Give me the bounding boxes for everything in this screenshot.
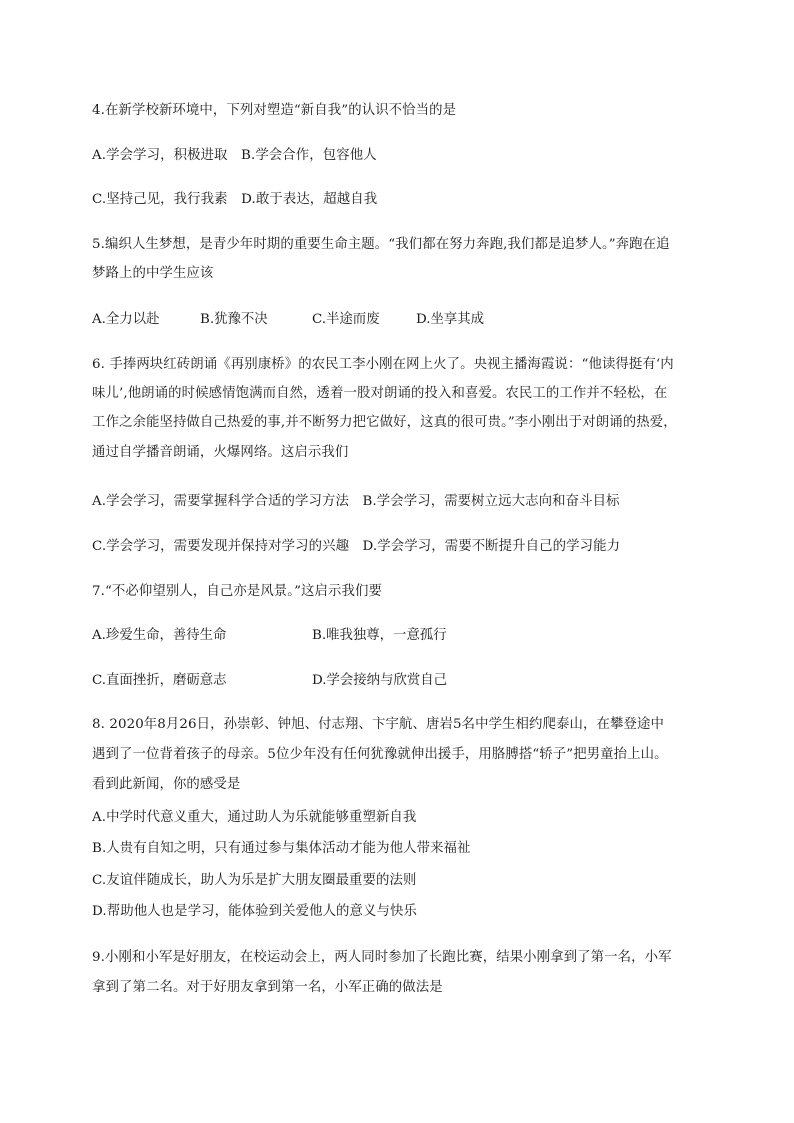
q8-stem-line1: 8. 2020年8月26日，孙崇彰、钟旭、付志翔、卞宇航、唐岩5名中学生相约爬泰山，在攀登途中	[92, 717, 664, 732]
q8-option-a: A.中学时代意义重大，通过助人为乐就能够重塑新自我	[92, 810, 417, 825]
q5-option-c: C.半途而废	[312, 312, 380, 327]
q8-stem-line2: 遇到了一位背着孩子的母亲。5位少年没有任何犹豫就伸出援手，用胳膊搭“轿子”把男童抬上山。	[92, 747, 668, 762]
q6-stem-line4: 通过自学播音朗诵，火爆网络。这启示我们	[92, 445, 349, 460]
q4-options-ab: A.学会学习，积极进取 B.学会合作，包容他人	[92, 148, 377, 163]
q5-option-a: A.全力以赴	[92, 312, 160, 327]
q9-stem-line2: 拿到了第二名。对于好朋友拿到第一名，小军正确的做法是	[92, 980, 443, 995]
q7-option-d: D.学会接纳与欣赏自己	[312, 673, 448, 688]
q6-options-ab: A.学会学习，需要掌握科学合适的学习方法 B.学会学习，需要树立远大志向和奋斗目标	[92, 494, 620, 509]
q5-option-d: D.坐享其成	[416, 312, 485, 327]
q5-option-b: B.犹豫不决	[200, 312, 268, 327]
q7-option-c: C.直面挫折，磨砺意志	[92, 673, 227, 688]
q9-stem-line1: 9.小刚和小军是好朋友，在校运动会上，两人同时参加了长跑比赛，结果小刚拿到了第一名，小军	[92, 950, 672, 965]
q8-option-b: B.人贵有自知之明，只有通过参与集体活动才能为他人带来福祉	[92, 841, 471, 856]
q7-option-b: B.唯我独尊，一意孤行	[312, 628, 447, 643]
q8-stem-line3: 看到此新闻，你的感受是	[92, 777, 241, 792]
q5-options	[92, 310, 732, 330]
q7-option-a: A.珍爱生命，善待生命	[92, 628, 227, 643]
q6-options-cd: C.学会学习，需要发现并保持对学习的兴趣 D.学会学习，需要不断提升自己的学习能力	[92, 539, 621, 554]
q5-stem-line1: 5.编织人生梦想，是青少年时期的重要生命主题。“我们都在努力奔跑,我们都是追梦人。”奔跑在追	[92, 237, 670, 252]
q7-options-ab	[92, 626, 732, 646]
q5-stem-line2: 梦路上的中学生应该	[92, 266, 214, 281]
q6-stem-line1: 6. 手捧两块红砖朗诵《再别康桥》的农民工李小刚在网上火了。央视主播海霞说：“他读得挺有‘内	[92, 357, 674, 372]
q7-stem: 7.“不必仰望别人，自己亦是风景。”这启示我们要	[92, 584, 382, 599]
q8-option-c: C.友谊伴随成长，助人为乐是扩大朋友圈最重要的法则	[92, 873, 417, 888]
q6-stem-line3: 工作之余能坚持做自己热爱的事,并不断努力把它做好，这真的很可贵。”李小刚出于对朗诵的热爱，	[92, 415, 677, 430]
q7-options-cd	[92, 671, 732, 691]
q4-options-cd: C.坚持己见，我行我素 D.敢于表达，超越自我	[92, 192, 378, 207]
q8-option-d: D.帮助他人也是学习，能体验到关爱他人的意义与快乐	[92, 904, 417, 919]
q6-stem-line2: 味儿’,他朗诵的时候感情饱满而自然，透着一股对朗诵的投入和喜爱。农民工的工作并不轻松，在	[92, 386, 668, 401]
q4-stem: 4.在新学校新环境中，下列对塑造“新自我”的认识不恰当的是	[92, 103, 457, 118]
